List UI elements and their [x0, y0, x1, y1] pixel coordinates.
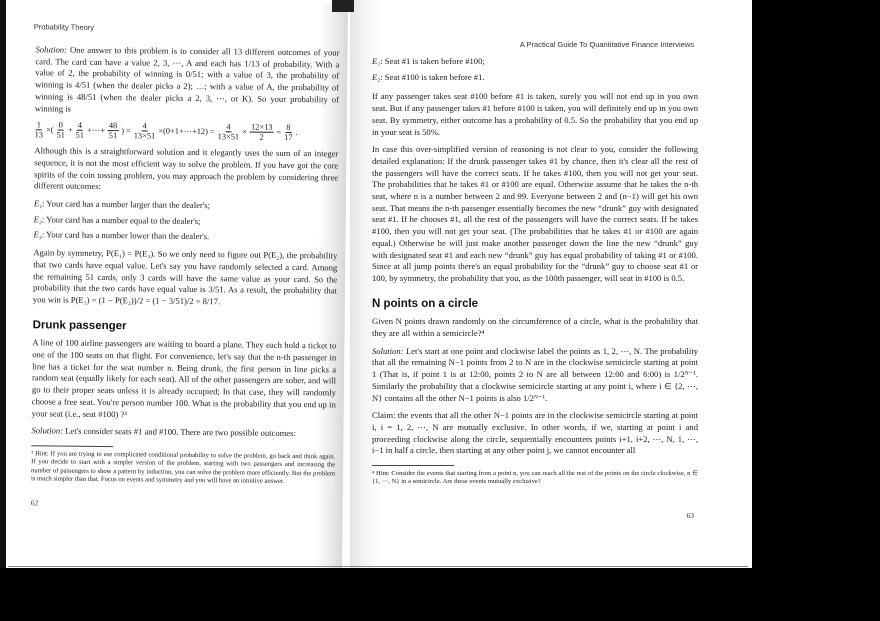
- left-page-content: [31, 44, 340, 487]
- running-head-right: A Practical Guide To Quantitative Finance Interviews: [519, 40, 694, 49]
- scan-top-shadow: [332, 0, 354, 12]
- footnote-4: ⁴ Hint: Consider the events that starting from a point n, you can reach all the rest of the points on the circle clockwise, n ∈ {1, ⋯, N} in a semicircle. Are these events mutually exclusive?: [372, 469, 698, 486]
- paragraph: Although this is a straightforward solution and it elegantly uses the sum of an integer sequence, it is not the most efficient way to solve the problem. If you have got the core spirits of the coin tossing problem, you may approach the problem by considering three different outcomes:: [34, 145, 339, 192]
- event-e1: E₁: Your card has a number larger than the dealer's;: [33, 198, 211, 211]
- scan-background-bottom: [0, 568, 880, 621]
- right-page: [350, 0, 752, 570]
- page-number-left: 62: [30, 498, 39, 508]
- solution-paragraph: Solution: Let's start at one point and clockwise label the points as 1, 2, ⋯, N. The probability that all the remaining N−1 points from 2 to N are in the clockwise semicircle starting at point 1 (That is, if point 1 is at 12:00, points 2 to N are all between 12:00 and 6:00) is 1/2ᴺ⁻¹. Similarly the probability that a clockwise semicircle starting at any point i, where i ∈ {2, ⋯, N} contains all the other N−1 points is also 1/2ᴺ⁻¹.: [372, 345, 698, 403]
- paragraph: In case this over-simplified version of reasoning is not clear to you, consider the following detailed explanation: If the drunk passenger takes #1 by chance, then it's clear all the rest of the passengers will have the correct seats. If he takes #100, then you will not get your seat. The probabilities that he takes #1 or #100 are equal. Otherwise assume that he takes the n-th seat, where n is a number between 2 and 99. Everyone between 2 and (n−1) will get his own seat. That means the n-th passenger essentially becomes the new “drunk” guy with designated seat #1. If he chooses #1, all the rest of the passengers will have the correct seats. If he takes #100, then you will not get your seat. (The probabilities that he takes #1 or #100 are again equal.) Otherwise he will just make another passenger down the line the new “drunk” guy with designated seat #1 and each new “drunk” guy has equal probability of taking #1 or #100. Since at all jump points there's an equal probability for the “drunk” guy to choose seat #1 or 100, by symmetry, the probability that you, as the 100th passenger, will seat in #100 is 0.5.: [372, 144, 698, 283]
- event-e1: E₁: Seat #1 is taken before #100;: [372, 56, 485, 66]
- problem-statement: Given N points drawn randomly on the circumference of a circle, what is the probability that they are all within a semicircle?⁴: [372, 316, 698, 339]
- footnote-3: ³ Hint: If you are trying to use complicated conditional probability to solve the problem, go back and think again. If you decide to start with a simpler version of the problem, starting with two passengers and increasing the number of passengers to show a pattern by induction, you can solve the problem more efficiently. But the problem is much simpler than that. Focus on events and symmetry and you will have an intuitive answer.: [30, 450, 336, 485]
- solution-paragraph: Solution: One answer to this problem is to consider all 13 different outcomes of your card. The card can have a value 2, 3, ⋯, A and each has 1/13 of probability. With a value of 2, the probability of winning is 0/51; with a value of 3, the probability of winning is 4/51 (when the dealer picks a 2); …; with a value of A, the probability of winning is 48/51 (when the dealer picks a 2, 3, ⋯, or K). So your probability of winning is: [34, 44, 340, 114]
- right-page-content: [372, 52, 698, 487]
- problem-statement: A line of 100 airline passengers are waiting to board a plane. They each hold a ticket to one of the 100 seats on that flight. For convenience, let's say that the n-th passenger in line has a ticket for the seat number n. Being drunk, the first person in line picks a random seat (equally likely for each seat). All of the other passengers are sober, and will go to their proper seats unless it is already occupied; In that case, they will randomly choose a free seat. You're person number 100. What is the probability that you end up in your seat (i.e., seat #100) ?³: [31, 337, 337, 419]
- paragraph: Again by symmetry, P(E₁) = P(E₃). So we only need to figure out P(E₂), the probability that two cards have equal value. Let's say you have randomly selected a card. Among the remaining 51 cards, only 3 cards will have the same value as your card. So the probability that the two cards have equal value is 3/51. As a result, the probability that you win is P(E₁) = (1 − P(E₂))/2 = (1 − 3/51)/2 = 8/17.: [32, 247, 338, 307]
- scan-left-edge: [0, 0, 6, 570]
- footnote-divider: [31, 445, 113, 447]
- running-head-left: Probability Theory: [33, 22, 95, 32]
- left-page: [0, 0, 348, 574]
- paragraph: If any passenger takes seat #100 before #1 is taken, surely you will not end up in you own seat. But if any passenger takes #1 before #100 is taken, you will definitely end up in you own seat. By symmetry, either outcome has a probability of 0.5. So the probability that you end up in your seat is 50%.: [372, 91, 698, 137]
- paragraph: Claim: the events that all the other N−1 points are in the clockwise semicircle starting at point i, i = 1, 2, ⋯, N are mutually exclusive. In other words, if we, starting at point i and proceeding clockwise along the circle, sequentially encounters points i+1, i+2, ⋯, N, 1, ⋯, i−1 in half a circle, then starting at any other point j, we cannot encounter all: [372, 410, 698, 456]
- footnote-divider: [372, 465, 454, 466]
- page-bottom-edge: [8, 566, 748, 567]
- solution-paragraph: Solution: Let's consider seats #1 and #100. There are two possible outcomes:: [31, 425, 296, 439]
- scan-background-right: [752, 0, 880, 621]
- winning-probability-formula: $\frac{1}{13}$ ×( $\frac{0}{51}$ + $\frac{4}{51}$ +⋯+ $\frac{48}{51}$ ) = $\frac{4}{13\times 51}$ ×(0+1+⋯+12) = $\frac{4}{13\times 51}$ × $\frac{12\times 13}{2}$ = $\frac{8}{17}$ .: [34, 120, 298, 143]
- section-title-n-points-on-a-circle: N points on a circle: [372, 297, 479, 310]
- event-e2: E₂: Seat #100 is taken before #1.: [372, 71, 485, 82]
- page-number-right: 63: [686, 511, 694, 520]
- event-e2: E₂: Your card has a number equal to the dealer's;: [33, 214, 201, 226]
- event-e3: E₃: Your card has a number lower than the dealer's.: [33, 229, 210, 242]
- solution-label: Solution:: [35, 44, 68, 55]
- section-title-drunk-passenger: Drunk passenger: [32, 318, 127, 332]
